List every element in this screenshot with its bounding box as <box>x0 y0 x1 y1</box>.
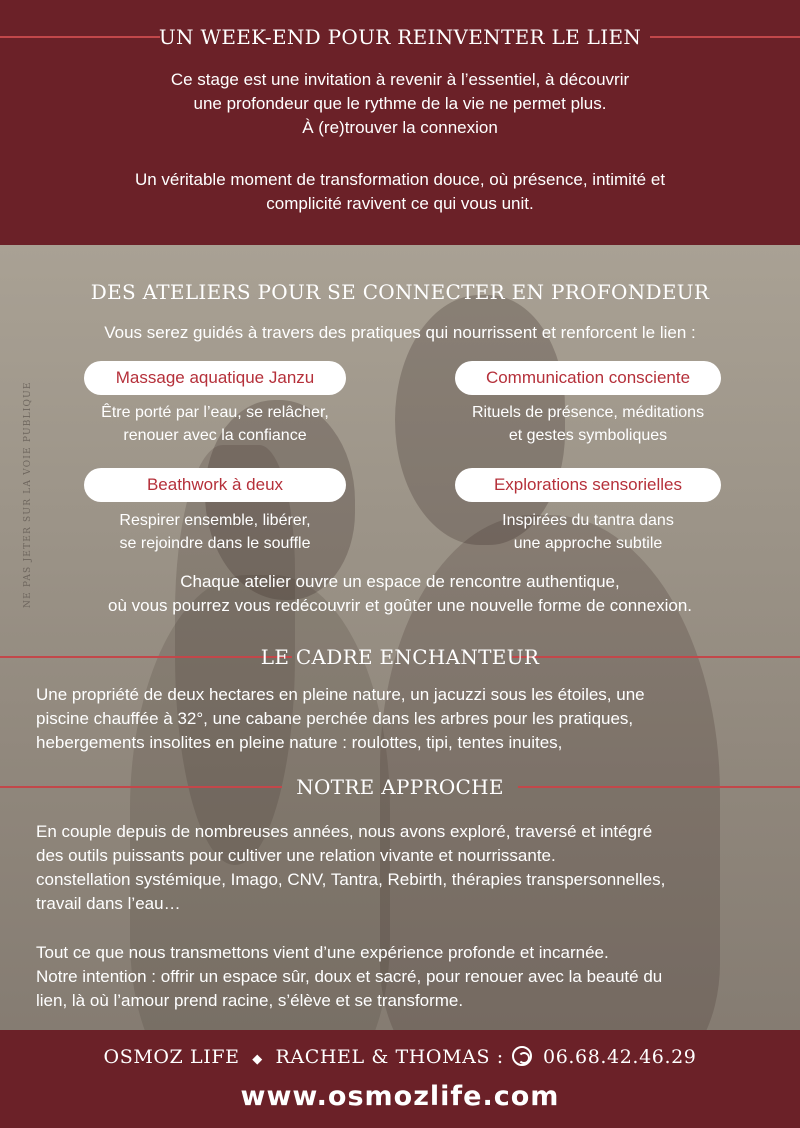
text-line: constellation systémique, Imago, CNV, Tantra, Rebirth, thérapies transpersonnelles, <box>36 870 666 889</box>
section-title-text: UN WEEK-END POUR REINVENTER LE LIEN <box>158 25 642 49</box>
approche-paragraph-2 <box>36 941 776 1013</box>
text-line: piscine chauffée à 32°, une cabane perchée dans les arbres pour les pratiques, <box>36 709 634 728</box>
ateliers-intro: Vous serez guidés à travers des pratiques qui nourrissent et renforcent le lien : <box>104 323 696 342</box>
section-title-text: DES ATELIERS POUR SE CONNECTER EN PROFONDEUR <box>90 280 710 304</box>
text-line: Ce stage est une invitation à revenir à l’essentiel, à découvrir <box>170 70 630 89</box>
section-title-approche <box>0 772 800 802</box>
text-line: travail dans l’eau… <box>36 894 181 913</box>
text-line: complicité ravivent ce qui vous unit. <box>266 194 534 213</box>
footer-band <box>0 1030 800 1128</box>
whatsapp-icon <box>512 1046 532 1066</box>
text-line: Inspirées du tantra dans <box>502 512 674 529</box>
contact-line <box>0 1046 800 1068</box>
text-line: Un véritable moment de transformation douce, où présence, intimité et <box>134 170 666 189</box>
workshop-pill-explorations: Explorations sensorielles <box>455 468 721 502</box>
text-line: Être porté par l’eau, se relâcher, <box>101 404 329 421</box>
workshop-desc-communication <box>440 401 736 447</box>
section-title-ateliers <box>0 277 800 307</box>
text-line: et gestes symboliques <box>508 427 668 444</box>
text-line: Chaque atelier ouvre un espace de rencontre authentique, <box>180 572 620 591</box>
text-line: renouer avec la confiance <box>123 427 307 444</box>
text-line: se rejoindre dans le souffle <box>119 535 311 552</box>
workshop-pill-janzu: Massage aquatique Janzu <box>84 361 346 395</box>
vertical-notice: NE PAS JETER SUR LA VOIE PUBLIQUE <box>23 381 33 608</box>
cadre-paragraph <box>36 683 776 755</box>
text-line: lien, là où l’amour prend racine, s’élève et se transforme. <box>36 991 464 1010</box>
text-line: une approche subtile <box>513 535 663 552</box>
text-line: Tout ce que nous transmettons vient d’une expérience profonde et incarnée. <box>36 943 609 962</box>
workshop-desc-janzu <box>84 401 346 447</box>
text-line: Rituels de présence, méditations <box>471 404 705 421</box>
text-line: hebergements insolites en pleine nature : roulottes, tipi, tentes inuites, <box>36 733 563 752</box>
text-line: une profondeur que le rythme de la vie ne permet plus. <box>193 94 607 113</box>
brand-name: OSMOZ LIFE <box>103 1046 240 1068</box>
intro-paragraph-2 <box>0 168 800 216</box>
diamond-separator-icon: ◆ <box>252 1052 263 1067</box>
section-title-cadre <box>0 642 800 672</box>
workshop-pill-communication: Communication consciente <box>455 361 721 395</box>
workshop-desc-breathwork <box>84 509 346 555</box>
text-line: Respirer ensemble, libérer, <box>119 512 311 529</box>
intro-paragraph-1 <box>0 68 800 140</box>
approche-paragraph-1 <box>36 820 776 916</box>
text-line: À (re)trouver la connexion <box>302 118 498 137</box>
text-line: Une propriété de deux hectares en pleine nature, un jacuzzi sous les étoiles, une <box>36 685 645 704</box>
section-title-weekend <box>0 22 800 52</box>
ateliers-outro <box>0 570 800 618</box>
text-line: En couple depuis de nombreuses années, nous avons exploré, traversé et intégré <box>36 822 653 841</box>
phone-number[interactable]: 06.68.42.46.29 <box>543 1046 697 1068</box>
text-line: où vous pourrez vous redécouvrir et goûter une nouvelle forme de connexion. <box>107 596 693 615</box>
workshop-desc-explorations <box>455 509 721 555</box>
website-link[interactable]: www.osmozlife.com <box>240 1081 560 1112</box>
section-title-text: LE CADRE ENCHANTEUR <box>260 645 540 669</box>
section-title-text: NOTRE APPROCHE <box>296 775 504 799</box>
text-line: Notre intention : offrir un espace sûr, doux et sacré, pour renouer avec la beauté du <box>36 967 663 986</box>
contact-names: RACHEL & THOMAS : <box>275 1046 504 1068</box>
text-line: des outils puissants pour cultiver une relation vivante et nourrissante. <box>36 846 556 865</box>
workshop-pill-breathwork: Beathwork à deux <box>84 468 346 502</box>
